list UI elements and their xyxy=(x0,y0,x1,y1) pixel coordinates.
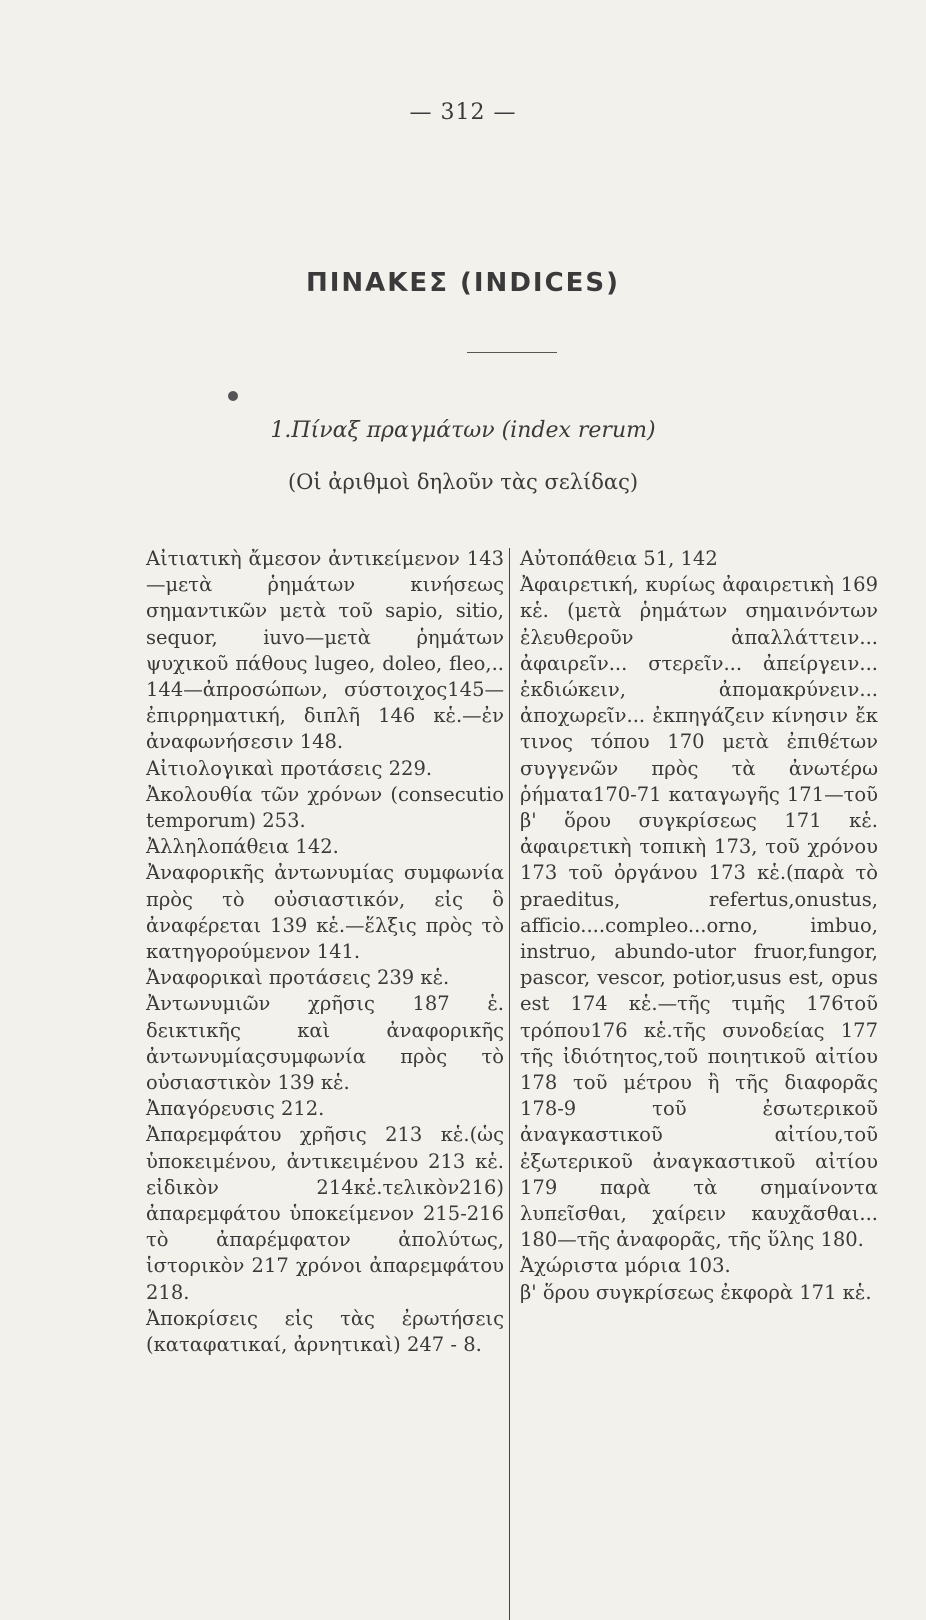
index-entry: Ἀπαγόρευσις 212. xyxy=(146,1097,325,1121)
index-entry: Ἀφαιρετική, κυρίως ἀφαιρετικὴ 169 κἑ. (μετὰ ῥημάτων σημαινόντων ἐλευθεροῦν ἀπαλλάττειν... ἀφαιρεῖν... στερεῖν... ἀπείργειν... ἐκδιώκειν, ἀπομακρύνειν... ἀποχωρεῖν... ἐκπηγάζειν κίνησιν ἔκ τινος τόπου 170 μετὰ ἐπιθέτων συγγενῶν πρὸς τὰ ἀνωτέρω ῥήματα170-71 καταγωγῆς 171—τοῦ β' ὅρου συγκρίσεως 171 κἑ. ἀφαιρετικὴ τοπικὴ 173, τοῦ χρόνου 173 τοῦ ὀργάνου 173 κἑ.(παρὰ τὸ praeditus, refertus,onustus, afficio....compleo...orno, imbuo, instruo, abundo-utor fruor,fungor, pascor, vescor, potior,usus est, opus est 174 κἑ.—τῆς τιμῆς 176τοῦ τρόπου176 κἑ.τῆς συνοδείας 177 τῆς ἰδιότητος,τοῦ ποιητικοῦ αἰτίου 178 τοῦ μέτρου ἢ τῆς διαφορᾶς 178-9 τοῦ ἐσωτερικοῦ ἀναγκαστικοῦ αἰτίου,τοῦ ἐξωτερικοῦ ἀναγκαστικοῦ αἰτίου 179 παρὰ τὰ σημαίνοντα λυπεῖσθαι, χαίρειν καυχᾶσθαι... 180—τῆς ἀναφορᾶς, τῆς ὕλης 180. xyxy=(520,573,878,1252)
title-rule xyxy=(467,352,557,353)
index-entry: Ἀπαρεμφάτου χρῆσις 213 κἑ.(ὡς ὑποκειμένου, ἀντικειμένου 213 κἑ. εἰδικὸν 214κἑ.τελικὸν216) ἀπαρεμφάτου ὑποκείμενον 215-216 τὸ ἀπαρέμφατον ἀπολύτως, ἱστορικὸν 217 χρόνοι ἀπαρεμφάτου 218. xyxy=(146,1123,504,1304)
index-entry: Ἀποκρίσεις εἰς τὰς ἐρωτήσεις (καταφατικαί, ἀρνητικαὶ) 247 - 8. xyxy=(146,1306,504,1357)
main-title: ΠΙΝΑΚΕΣ (INDICES) xyxy=(305,268,621,298)
index-entry: β' ὅρου συγκρίσεως ἐκφορὰ 171 κἑ. xyxy=(520,1280,872,1304)
index-entry: Ἀλληλοπάθεια 142. xyxy=(146,835,339,859)
section-note: (Οἱ ἀριθμοὶ δηλοῦν τὰς σελίδας) xyxy=(287,470,639,494)
index-entry: Ἀναφορικαὶ προτάσεις 239 κἑ. xyxy=(146,966,450,990)
index-entry: Ἀχώριστα μόρια 103. xyxy=(520,1254,731,1278)
index-entry: Ἀναφορικῆς ἀντωνυμίας συμφωνία πρὸς τὸ οὐσιαστικόν, εἰς ὃ ἀναφέρεται 139 κἑ.—ἕλξις πρὸς τὸ κατηγορούμενον 141. xyxy=(146,861,504,964)
right-column xyxy=(520,546,878,1306)
index-entry: Αὐτοπάθεια 51, 142 xyxy=(520,547,718,570)
column-divider xyxy=(509,548,510,1620)
page-number: — 312 — xyxy=(409,100,517,125)
index-entry: Αἰτιολογικαὶ προτάσεις 229. xyxy=(146,756,433,780)
left-column xyxy=(146,546,504,1358)
index-entry: Ἀκολουθία τῶν χρόνων (consecutio temporum) 253. xyxy=(146,782,504,833)
index-entry: Ἀντωνυμιῶν χρῆσις 187 ἑ. δεικτικῆς καὶ ἀναφορικῆς ἀντωνυμίαςσυμφωνία πρὸς τὸ οὐσιαστικὸν 139 κἑ. xyxy=(146,992,504,1095)
ink-dot xyxy=(228,391,238,401)
section-title: 1.Πίναξ πραγμάτων (index rerum) xyxy=(270,418,656,443)
index-entry: Αἰτιατικὴ ἄμεσον ἀντικείμενον 143—μετὰ ῥημάτων κινήσεως σημαντικῶν μετὰ τοῦ sapio, sitio, sequor, iuvo—μετὰ ῥημάτων ψυχικοῦ πάθους lugeo, doleo, fleo,.. 144—ἀπροσώπων, σύστοιχος145—ἐπιρρηματική, διπλῆ 146 κἑ.—ἐν ἀναφωνήσεσιν 148. xyxy=(146,547,504,754)
